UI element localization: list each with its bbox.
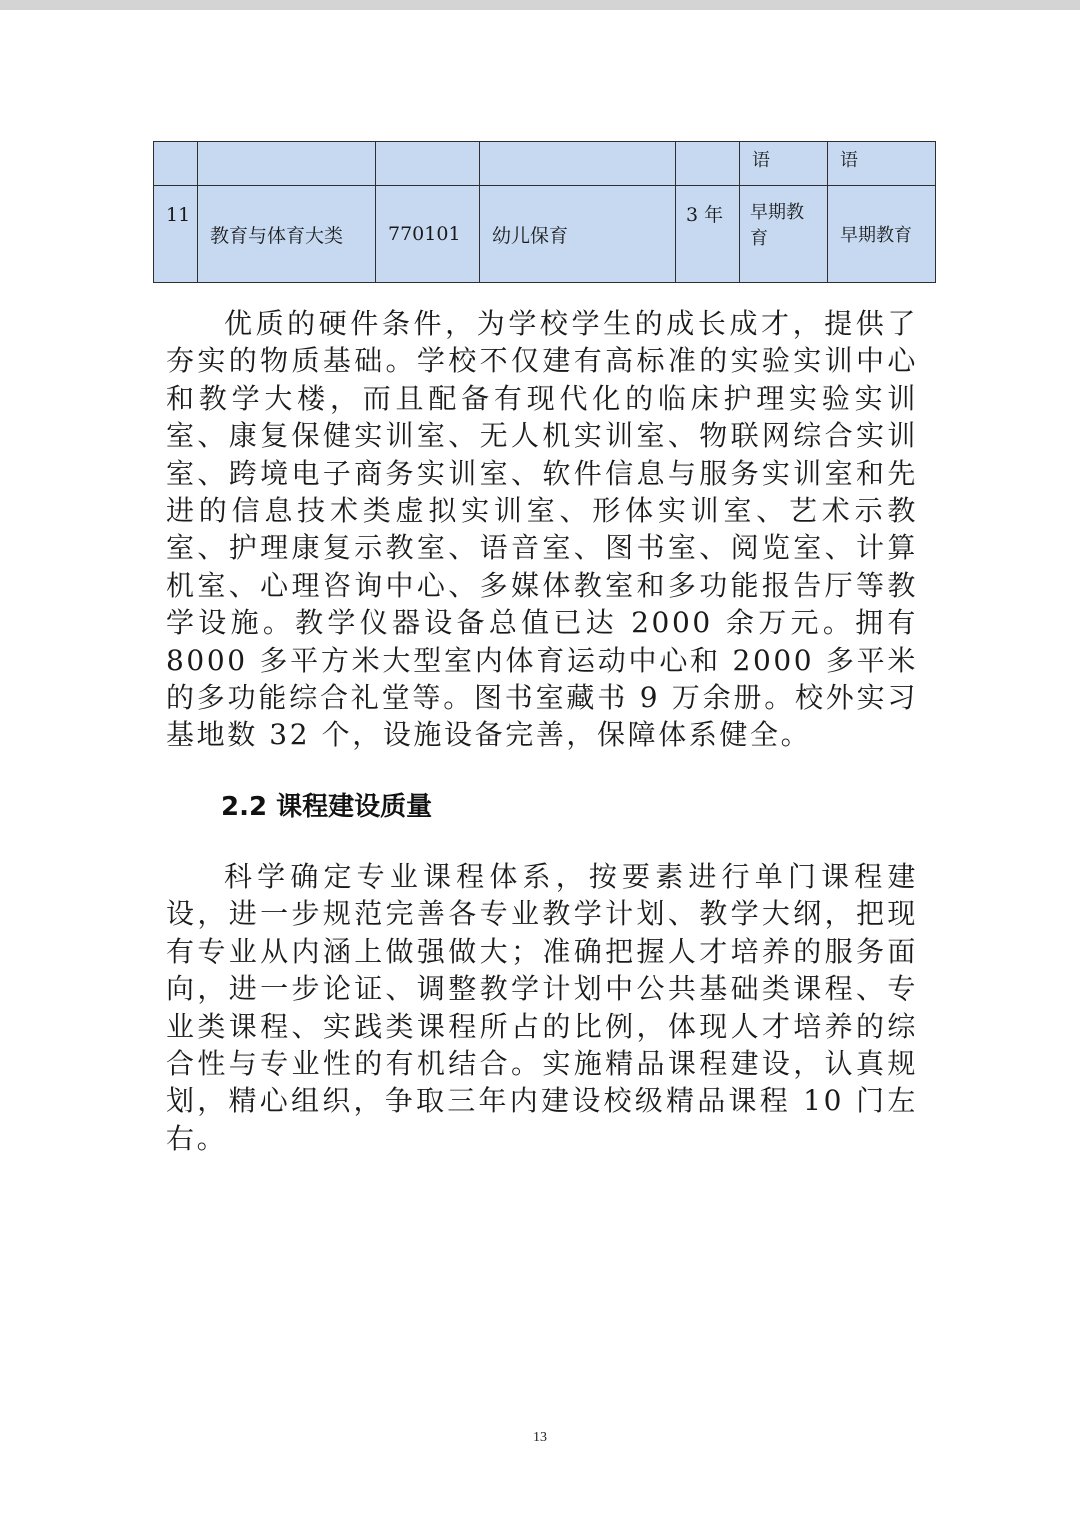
- page-number: 13: [533, 1430, 547, 1445]
- top-border-bar: [0, 0, 1080, 10]
- direction-cell: 早期教育: [740, 186, 828, 283]
- table-cell: [198, 142, 376, 186]
- major-table-grid: [153, 141, 936, 283]
- category-cell: 教育与体育大类: [198, 186, 376, 283]
- direction-cell: 早期教育: [828, 186, 936, 283]
- table-row: [154, 186, 936, 283]
- section-heading: 2.2 课程建设质量: [221, 792, 433, 822]
- table-cell: [154, 142, 198, 186]
- major-table: [153, 141, 935, 283]
- curriculum-paragraph: 科学确定专业课程体系，按要素进行单门课程建设，进一步规范完善各专业教学计划、教学大纲，把现有专业从内涵上做强做大；准确把握人才培养的服务面向，进一步论证、调整教学计划中公共基础类课程、专业类课程、实践类课程所占的比例，体现人才培养的综合性与专业性的有机结合。实施精品课程建设，认真规划，精心组织，争取三年内建设校级精品课程 10 门左右。: [166, 860, 918, 1155]
- table-cell: [376, 142, 480, 186]
- row-number-cell: 11: [154, 186, 198, 283]
- table-cell: 语: [740, 142, 828, 186]
- code-cell: 770101: [376, 186, 480, 283]
- facilities-paragraph: 优质的硬件条件，为学校学生的成长成才，提供了夯实的物质基础。学校不仅建有高标准的实验实训中心和教学大楼，而且配备有现代化的临床护理实验实训室、康复保健实训室、无人机实训室、物联网综合实训室、跨境电子商务实训室、软件信息与服务实训室和先进的信息技术类虚拟实训室、形体实训室、艺术示教室、护理康复示教室、语音室、图书室、阅览室、计算机室、心理咨询中心、多媒体教室和多功能报告厅等教学设施。教学仪器设备总值已达 2000 余万元。拥有 8000 多平方米大型室内体育运动中心和 2000 多平米的多功能综合礼堂等。图书室藏书 9 万余册。校外实习基地数 32 个，设施设备完善，保障体系健全。: [166, 307, 918, 752]
- duration-cell: 3 年: [676, 186, 740, 283]
- table-cell: 语: [828, 142, 936, 186]
- table-cell: [676, 142, 740, 186]
- major-name-cell: 幼儿保育: [480, 186, 676, 283]
- table-row: [154, 142, 936, 186]
- table-cell: [480, 142, 676, 186]
